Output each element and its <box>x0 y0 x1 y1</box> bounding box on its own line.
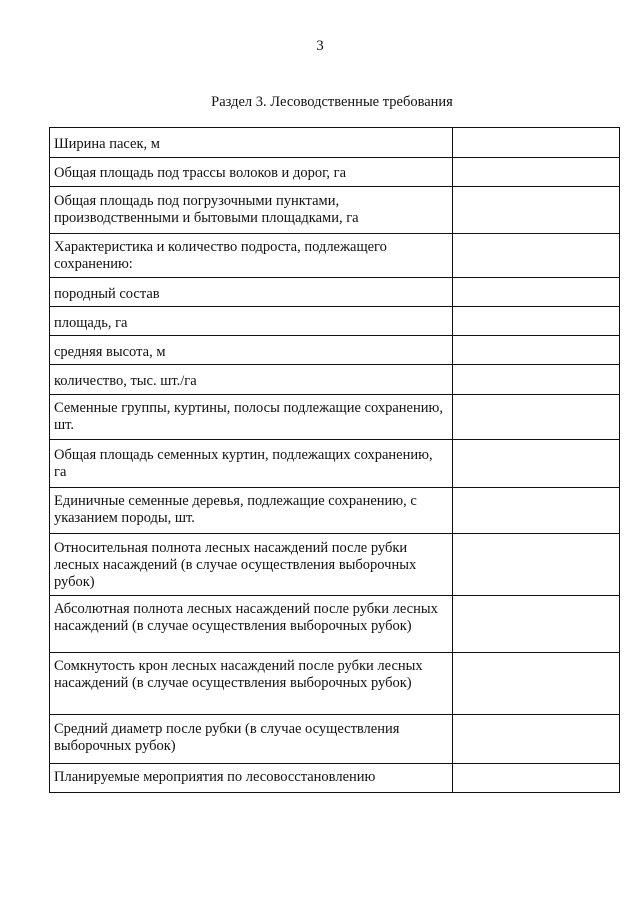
row-value <box>453 764 620 793</box>
row-value <box>453 365 620 395</box>
row-label: Средний диаметр после рубки (в случае осуществления выборочных рубок) <box>50 715 453 764</box>
row-label: площадь, га <box>50 307 453 336</box>
table-row <box>50 488 620 534</box>
table-row <box>50 128 620 158</box>
row-label: Общая площадь семенных куртин, подлежащих сохранению, га <box>50 440 453 488</box>
table-row <box>50 596 620 653</box>
row-value <box>453 488 620 534</box>
table-row <box>50 187 620 234</box>
row-value <box>453 128 620 158</box>
row-value <box>453 158 620 187</box>
table-row <box>50 365 620 395</box>
table-row <box>50 158 620 187</box>
table-row <box>50 307 620 336</box>
row-label: Относительная полнота лесных насаждений после рубки лесных насаждений (в случае осуществления выборочных рубок) <box>50 534 453 596</box>
table-row <box>50 715 620 764</box>
table-row <box>50 440 620 488</box>
row-value <box>453 653 620 715</box>
row-value <box>453 596 620 653</box>
row-value <box>453 187 620 234</box>
row-label: Общая площадь под погрузочными пунктами, производственными и бытовыми площадками, га <box>50 187 453 234</box>
table-row <box>50 534 620 596</box>
row-label: Характеристика и количество подроста, подлежащего сохранению: <box>50 234 453 278</box>
row-label: Семенные группы, куртины, полосы подлежащие сохранению, шт. <box>50 395 453 440</box>
row-label: Единичные семенные деревья, подлежащие сохранению, с указанием породы, шт. <box>50 488 453 534</box>
table-row <box>50 336 620 365</box>
table-row <box>50 764 620 793</box>
table-row <box>50 234 620 278</box>
row-value <box>453 307 620 336</box>
row-label: Сомкнутость крон лесных насаждений после рубки лесных насаждений (в случае осуществления выборочных рубок) <box>50 653 453 715</box>
row-label: Планируемые мероприятия по лесовосстановлению <box>50 764 453 793</box>
row-label: средняя высота, м <box>50 336 453 365</box>
row-label: количество, тыс. шт./га <box>50 365 453 395</box>
section-title: Раздел 3. Лесоводственные требования <box>211 94 453 110</box>
row-label: Абсолютная полнота лесных насаждений после рубки лесных насаждений (в случае осуществления выборочных рубок) <box>50 596 453 653</box>
table-row <box>50 653 620 715</box>
row-value <box>453 715 620 764</box>
row-value <box>453 278 620 307</box>
row-label: Общая площадь под трассы волоков и дорог, га <box>50 158 453 187</box>
row-value <box>453 534 620 596</box>
row-label: Ширина пасек, м <box>50 128 453 158</box>
requirements-table <box>49 127 620 793</box>
row-label: породный состав <box>50 278 453 307</box>
row-value <box>453 234 620 278</box>
page-number: 3 <box>316 38 324 54</box>
table-row <box>50 395 620 440</box>
row-value <box>453 336 620 365</box>
row-value <box>453 440 620 488</box>
table-row <box>50 278 620 307</box>
row-value <box>453 395 620 440</box>
